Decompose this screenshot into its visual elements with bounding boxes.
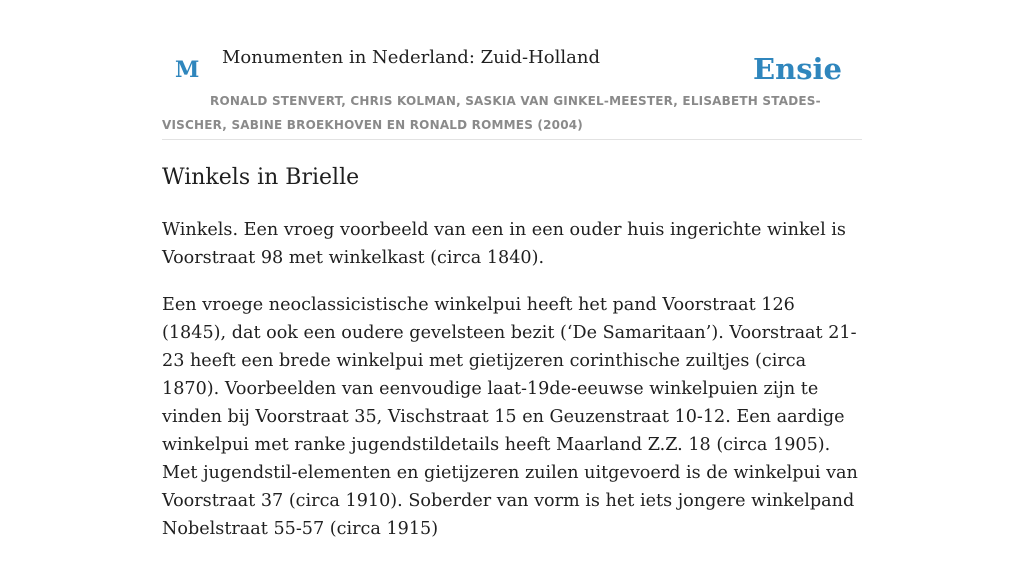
brand-logo-link[interactable]: Ensie xyxy=(753,52,842,86)
book-logo[interactable]: M xyxy=(175,57,200,83)
article-body xyxy=(162,216,862,562)
page xyxy=(162,0,862,539)
article-paragraph: Winkels. Een vroeg voorbeeld van een in een ouder huis ingerichte winkel is Voorstraat 98 met winkelkast (circa 1840). xyxy=(162,220,846,268)
book-title-link[interactable]: Monumenten in Nederland: Zuid-Holland xyxy=(222,47,600,68)
book-header xyxy=(162,0,862,140)
article-paragraph: Een vroege neoclassicistische winkelpui heeft het pand Voorstraat 126 (1845), dat ook een oudere gevelsteen bezit (‘De Samaritaan’). Voorstraat 21-23 heeft een brede winkelpui met gietijzeren corinthische zuiltjes (circa 1870). Voorbeelden van eenvoudige laat-19de-eeuwse winkelpuien zijn te vinden bij Voorstraat 35, Vischstraat 15 en Geuzenstraat 10-12. Een aardige winkelpui met ranke jugendstildetails heeft Maarland Z.Z. 18 (circa 1905). Met jugendstil-elementen en gietijzeren zuilen uitgevoerd is de winkelpui van Voorstraat 37 (circa 1910). Soberder van vorm is het iets jongere winkelpand Nobelstraat 55-57 (circa 1915) xyxy=(162,295,858,539)
book-authors: RONALD STENVERT, CHRIS KOLMAN, SASKIA VAN GINKEL-MEESTER, ELISABETH STADES-VISCHER, SABINE BROEKHOVEN EN RONALD ROMMES (2004) xyxy=(162,94,821,132)
article-title: Winkels in Brielle xyxy=(162,165,360,190)
